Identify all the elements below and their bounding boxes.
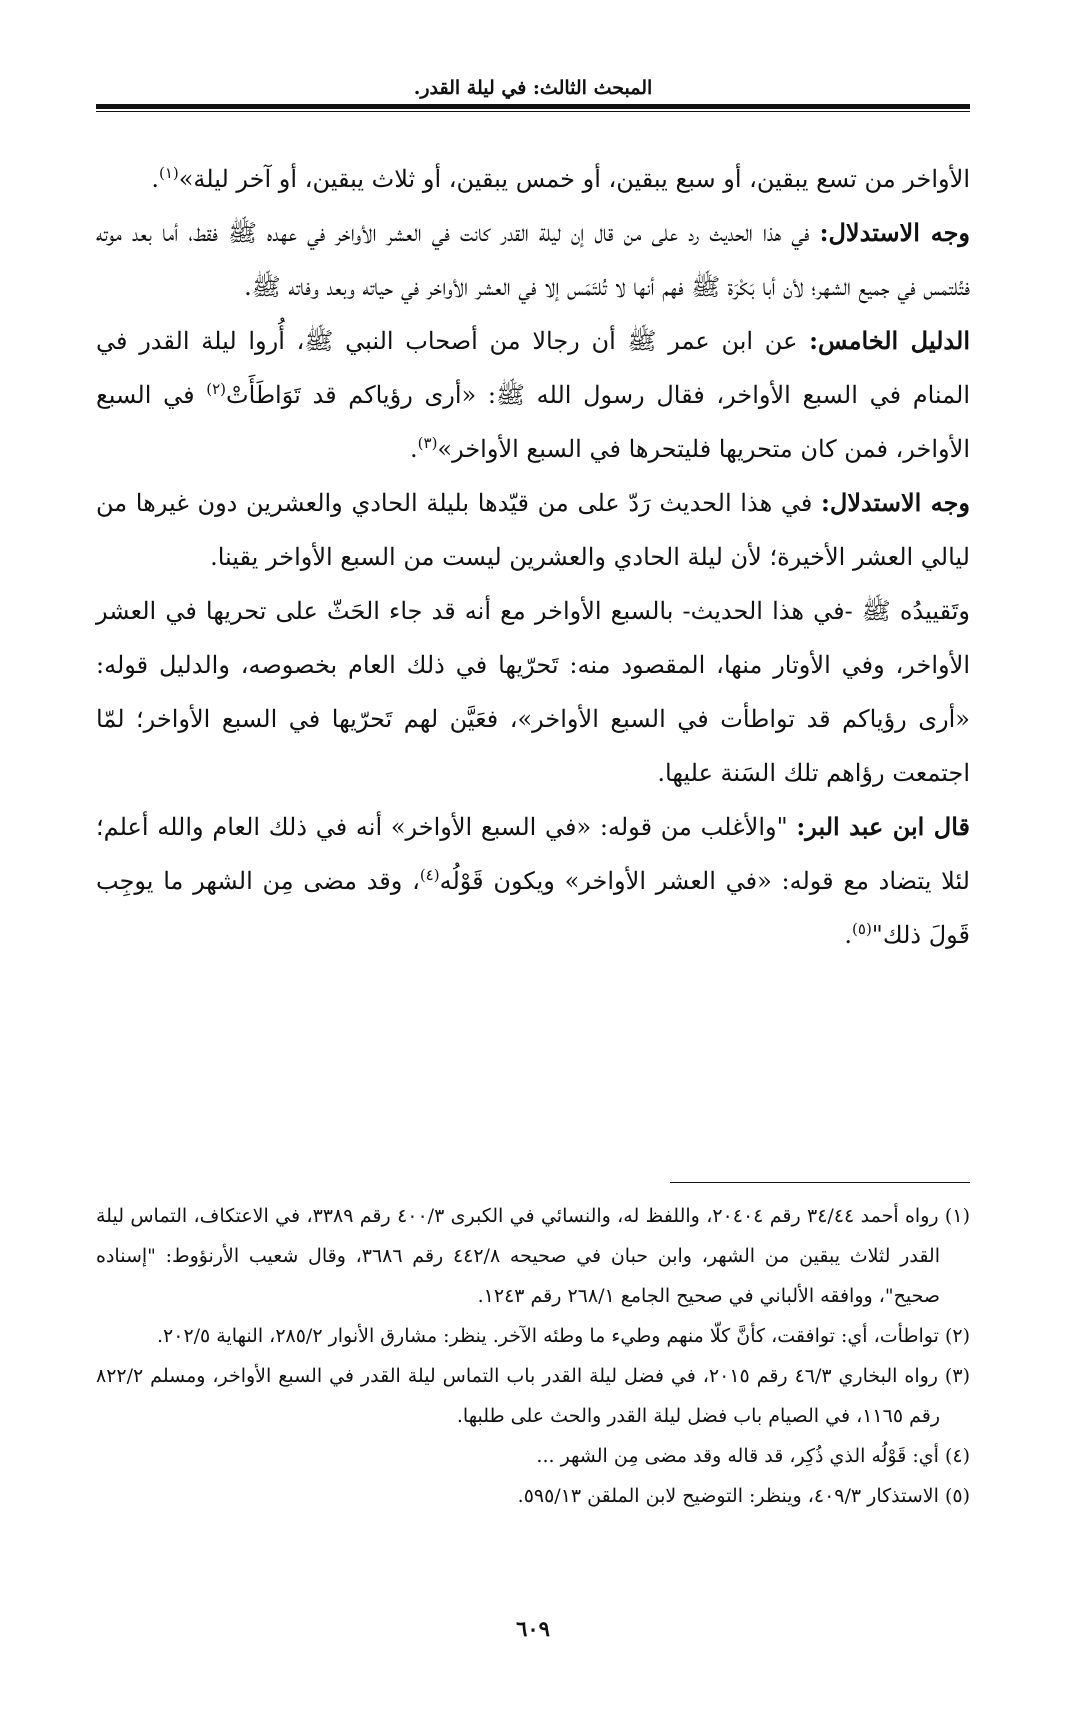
page-number: ٦٠٩ (516, 1616, 550, 1641)
paragraph-text: في السبع الأواخر، فمن كان متحريها فليتحرها في السبع الأواخر» (96, 381, 970, 463)
paragraph-tail: . (151, 165, 159, 193)
footnote-ref-2: (٢) (206, 380, 227, 398)
paragraph-text: الأواخر من تسع يبقين، أو سبع يبقين، أو خمس يبقين، أو ثلاث يبقين، أو آخر ليلة» (178, 165, 970, 193)
paragraph-tail: . (410, 435, 418, 463)
paragraph-text: في هذا الحديث رَدّ على من قيّدها بليلة الحادي والعشرين دون غيرها من ليالي العشر الأخيرة؛ لأن ليلة الحادي والعشرين ليست من السبع الأواخر يقينا. (96, 489, 970, 571)
paragraph-inference-2 (96, 476, 970, 584)
paragraph-text: وتَقييدُه ﷺ -في هذا الحديث- بالسبع الأواخر مع أنه قد جاء الحَثّ على تحريها في العشر الأواخر، وفي الأوتار منها، المقصود منه: تَحرّيها في ذلك العام بخصوصه، والدليل قوله: «أرى رؤياكم قد تواطأت في السبع الأواخر»، فعَيَّن لهم تَحرّيها في السبع الأواخر؛ لمّا اجتمعت رؤاهم تلك السَنة عليها. (96, 597, 970, 787)
footnote-ref-3: (٣) (417, 434, 438, 452)
paragraph-lead: وجه الاستدلال: (819, 218, 971, 247)
paragraph-restriction (96, 584, 970, 800)
paragraph-text: ، وقد مضى مِن الشهر ما يوجِب قَولَ ذلك" (96, 867, 970, 949)
main-text (96, 152, 970, 962)
paragraph-text: في هذا الحديث رد على من قال إن ليلة القدر كانت في العشر الأواخر في عهده ﷺ فقط، أما بعد موته فتُلتمس في جميع الشهر؛ لأن أبا بَكْرَة ﷺ فهم أنها لا تُلتَمَس إلا في العشر الأواخر في حياته وبعد وفاته ﷺ. (96, 219, 970, 301)
paragraph-tail: . (844, 921, 853, 949)
footnotes (96, 1196, 970, 1516)
header-rule-thin (96, 111, 970, 112)
footnote-3: (٣) رواه البخاري ٤٦/٣ رقم ٢٠١٥، في فضل ليلة القدر باب التماس ليلة القدر في السبع الأواخر، ومسلم ٨٢٢/٢ رقم ١١٦٥، في الصيام باب فضل ليلة القدر والحث على طلبها. (96, 1365, 970, 1427)
paragraph-lead: الدليل الخامس: (809, 326, 970, 355)
paragraph-lead: وجه الاستدلال: (821, 488, 971, 517)
paragraph-lead: قال ابن عبد البر: (796, 812, 970, 841)
footnote-separator (670, 1182, 970, 1183)
paragraph-inference-1 (96, 206, 970, 314)
footnote-2: (٢) تواطأت، أي: توافقت، كأنَّ كلّا منهم وطيء ما وطئه الآخر. ينظر: مشارق الأنوار ٢٨٥/٢، النهاية ٢٠٢/٥. (156, 1325, 970, 1347)
footnote-ref-4: (٤) (419, 866, 440, 884)
footnote-1: (١) رواه أحمد ٣٤/٤٤ رقم ٢٠٤٠٤، واللفظ له، والنسائي في الكبرى ٤٠٠/٣ رقم ٣٣٨٩، في الاعتكاف، التماس ليلة القدر لثلاث يبقين من الشهر، وابن حبان في صحيحه ٤٤٢/٨ رقم ٣٦٨٦، وقال شعيب الأرنؤوط: "إسناده صحيح"، ووافقه الألباني في صحيح الجامع ٢٦٨/١ رقم ١٢٤٣. (96, 1205, 970, 1307)
footnote-4: (٤) أي: قَوْلُه الذي ذُكِر، قد قاله وقد مضى مِن الشهر ... (536, 1445, 970, 1467)
header-rule-thick (96, 104, 970, 109)
running-header: المبحث الثالث: في ليلة القدر. (413, 77, 653, 99)
paragraph-hadith-end (96, 152, 970, 206)
paragraph-fifth-evidence (96, 314, 970, 476)
paragraph-ibn-abd-al-barr (96, 800, 970, 962)
paragraph-text: عن ابن عمر ﷺ أن رجالا من أصحاب النبي ﷺ، أُروا ليلة القدر في المنام في السبع الأواخر، فقال رسول الله ﷺ: «أرى رؤياكم قد تَوَاطَأَتْ (96, 327, 970, 409)
footnote-5: (٥) الاستذكار ٤٠٩/٣، وينظر: التوضيح لابن الملقن ٥٩٥/١٣. (517, 1485, 970, 1507)
paragraph-text: "والأغلب من قوله: «في السبع الأواخر» أنه في ذلك العام والله أعلم؛ لئلا يتضاد مع قوله: «في العشر الأواخر» ويكون قَوْلُه (96, 813, 970, 895)
footnote-ref-5: (٥) (852, 920, 872, 938)
footnote-ref-1: (١) (158, 164, 179, 182)
